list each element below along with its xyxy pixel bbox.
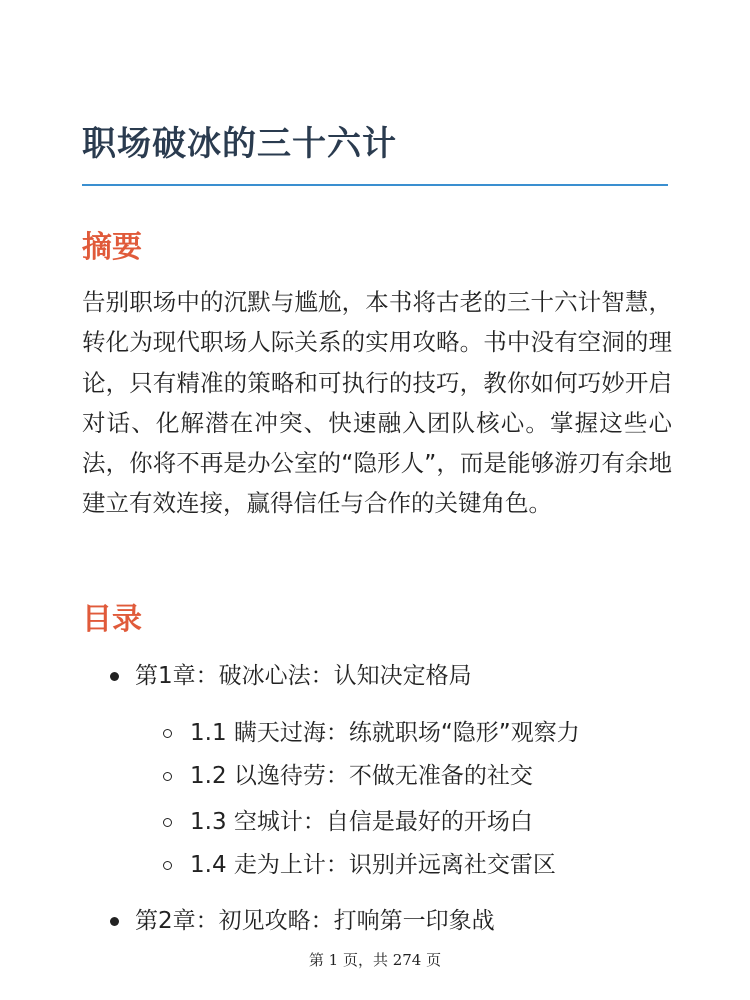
filled-bullet-icon (110, 917, 119, 926)
toc-section-1-1 (190, 718, 580, 748)
hollow-bullet-icon (163, 818, 172, 827)
toc-chapter-1-label: 第1章：破冰心法：认知决定格局 (135, 663, 472, 689)
title-divider (82, 184, 668, 186)
toc-section-1-3-label: 1.3 空城计：自信是最好的开场白 (190, 809, 533, 835)
toc-chapter-2-label: 第2章：初见攻略：打响第一印象战 (135, 908, 495, 934)
hollow-bullet-icon (163, 861, 172, 870)
page-footer: 第 1 页，共 274 页 (308, 951, 442, 969)
toc-section-1-2-label: 1.2 以逸待劳：不做无准备的社交 (190, 763, 533, 789)
hollow-bullet-icon (163, 729, 172, 738)
hollow-bullet-icon (163, 772, 172, 781)
toc-section-1-3 (190, 807, 533, 837)
toc-heading: 目录 (82, 602, 142, 637)
filled-bullet-icon (110, 672, 119, 681)
toc-section-1-4 (190, 850, 556, 880)
toc-chapter-1 (135, 661, 472, 691)
page-title: 职场破冰的三十六计 (82, 124, 397, 164)
toc-chapter-2 (135, 906, 495, 936)
toc-section-1-4-label: 1.4 走为上计：识别并远离社交雷区 (190, 852, 556, 878)
summary-heading: 摘要 (82, 230, 142, 265)
toc-section-1-1-label: 1.1 瞒天过海：练就职场“隐形”观察力 (190, 720, 580, 746)
toc-section-1-2 (190, 761, 533, 791)
summary-paragraph: 告别职场中的沉默与尴尬，本书将古老的三十六计智慧，转化为现代职场人际关系的实用攻略。书中没有空洞的理论，只有精准的策略和可执行的技巧，教你如何巧妙开启对话、化解潜在冲突、快速融入团队核心。掌握这些心法，你将不再是办公室的“隐形人”，而是能够游刃有余地建立有效连接，赢得信任与合作的关键角色。 (82, 288, 672, 518)
